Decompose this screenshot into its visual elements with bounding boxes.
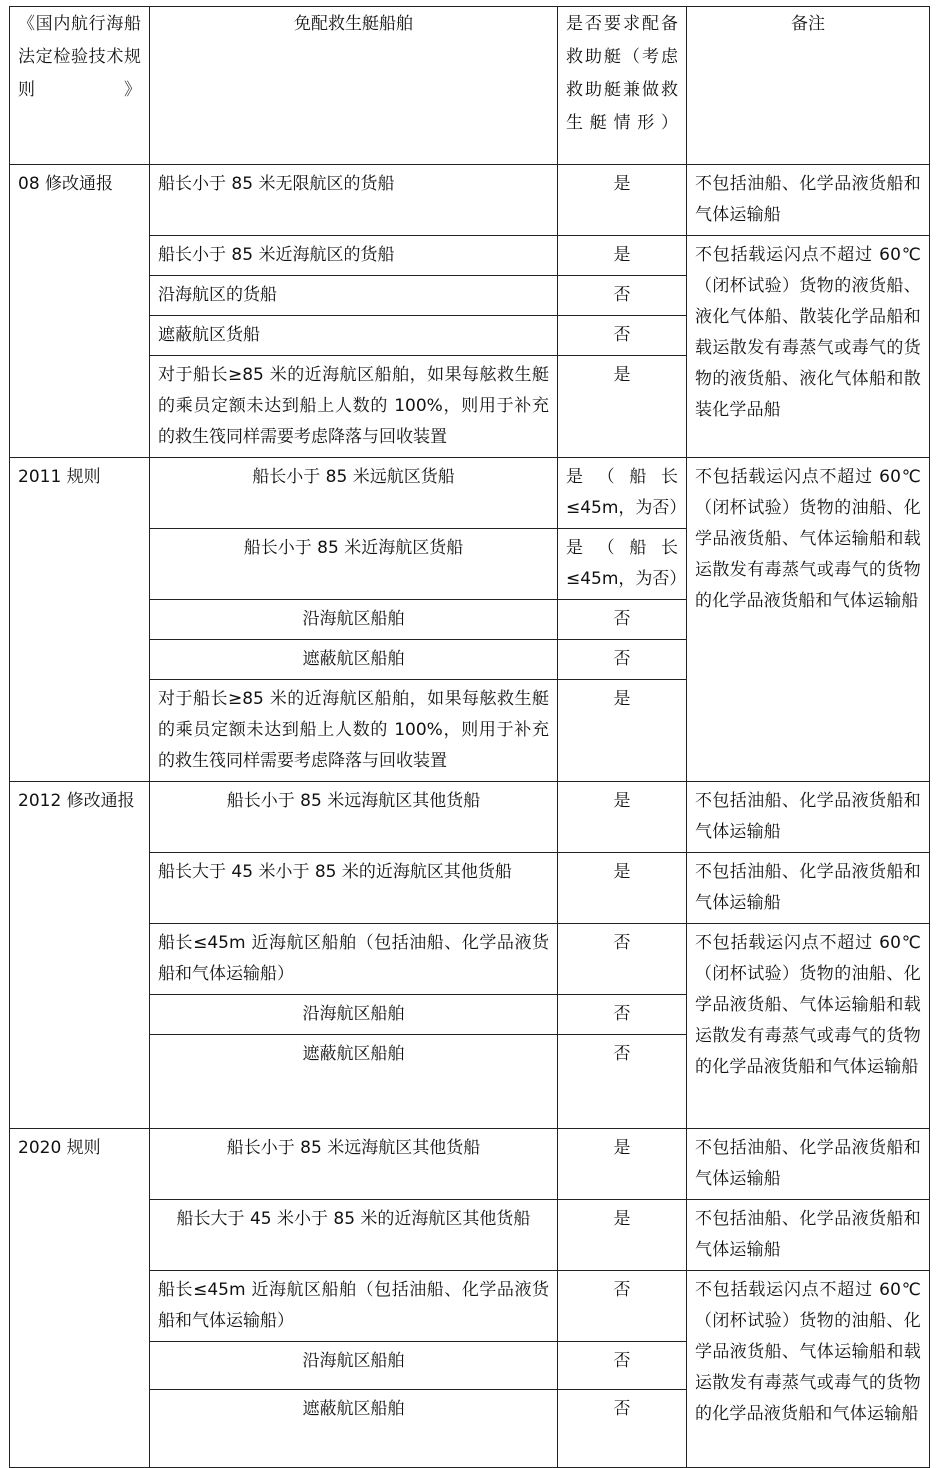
requirement-cell: 是 <box>558 1129 687 1200</box>
table-row <box>10 782 930 853</box>
ship-cell: 船长小于 85 米远航区货船 <box>150 458 558 529</box>
requirement-cell: 否 <box>558 640 687 680</box>
ship-cell: 船长≤45m 近海航区船舶（包括油船、化学品液货船和气体运输船） <box>150 924 558 995</box>
requirement-cell: 否 <box>558 924 687 995</box>
requirement-cell: 否 <box>558 1035 687 1129</box>
header-rescue-boat-required: 是否要求配备救助艇（考虑救助艇兼做救生艇情形） <box>558 7 687 165</box>
requirement-cell: 是 <box>558 236 687 276</box>
ship-cell: 遮蔽航区货船 <box>150 316 558 356</box>
ship-cell: 遮蔽航区船舶 <box>150 640 558 680</box>
requirement-cell: 否 <box>558 995 687 1035</box>
section-label: 2011 规则 <box>10 458 150 782</box>
header-remarks: 备注 <box>687 7 930 165</box>
ship-cell: 船长≤45m 近海航区船舶（包括油船、化学品液货船和气体运输船） <box>150 1271 558 1342</box>
regulation-table <box>9 6 930 1468</box>
ship-cell: 船长大于 45 米小于 85 米的近海航区其他货船 <box>150 1200 558 1271</box>
requirement-cell: 否 <box>558 600 687 640</box>
requirement-cell: 是 <box>558 680 687 782</box>
remark-cell: 不包括油船、化学品液货船和气体运输船 <box>687 853 930 924</box>
requirement-cell: 否 <box>558 1271 687 1342</box>
requirement-cell: 是（船长≤45m，为否） <box>558 529 687 600</box>
requirement-cell: 是 <box>558 853 687 924</box>
ship-cell: 对于船长≥85 米的近海航区船舶，如果每舷救生艇的乘员定额未达到船上人数的 100%，则用于补充的救生筏同样需要考虑降落与回收装置 <box>150 680 558 782</box>
table-row <box>10 458 930 529</box>
ship-cell: 船长大于 45 米小于 85 米的近海航区其他货船 <box>150 853 558 924</box>
requirement-cell: 否 <box>558 1342 687 1390</box>
ship-cell: 船长小于 85 米近海航区的货船 <box>150 236 558 276</box>
ship-cell: 沿海航区的货船 <box>150 276 558 316</box>
section-label: 08 修改通报 <box>10 165 150 458</box>
remark-cell: 不包括载运闪点不超过 60℃（闭杯试验）货物的油船、化学品液货船、气体运输船和载运散发有毒蒸气或毒气的货物的化学品液货船和气体运输船 <box>687 458 930 782</box>
ship-cell: 船长小于 85 米远海航区其他货船 <box>150 782 558 853</box>
requirement-cell: 否 <box>558 276 687 316</box>
remark-cell: 不包括油船、化学品液货船和气体运输船 <box>687 1129 930 1200</box>
table-row <box>10 165 930 236</box>
ship-cell: 沿海航区船舶 <box>150 995 558 1035</box>
ship-cell: 沿海航区船舶 <box>150 1342 558 1390</box>
header-regulation: 《国内航行海船法定检验技术规则》 <box>10 7 150 165</box>
ship-cell: 船长小于 85 米无限航区的货船 <box>150 165 558 236</box>
header-row <box>10 7 930 165</box>
requirement-cell: 是 <box>558 165 687 236</box>
requirement-cell: 是 <box>558 356 687 458</box>
remark-cell: 不包括油船、化学品液货船和气体运输船 <box>687 165 930 236</box>
remark-cell: 不包括油船、化学品液货船和气体运输船 <box>687 782 930 853</box>
remark-cell: 不包括载运闪点不超过 60℃（闭杯试验）货物的油船、化学品液货船、气体运输船和载运散发有毒蒸气或毒气的货物的化学品液货船和气体运输船 <box>687 924 930 1129</box>
section-label: 2020 规则 <box>10 1129 150 1468</box>
header-exempt-ships: 免配救生艇船舶 <box>150 7 558 165</box>
ship-cell: 船长小于 85 米近海航区货船 <box>150 529 558 600</box>
requirement-cell: 否 <box>558 316 687 356</box>
requirement-cell: 是 <box>558 782 687 853</box>
requirement-cell: 否 <box>558 1390 687 1468</box>
ship-cell: 沿海航区船舶 <box>150 600 558 640</box>
requirement-cell: 是 <box>558 1200 687 1271</box>
remark-cell: 不包括载运闪点不超过 60℃（闭杯试验）货物的液货船、液化气体船、散装化学品船和载运散发有毒蒸气或毒气的货物的液货船、液化气体船和散装化学品船 <box>687 236 930 458</box>
remark-cell: 不包括载运闪点不超过 60℃（闭杯试验）货物的油船、化学品液货船、气体运输船和载运散发有毒蒸气或毒气的货物的化学品液货船和气体运输船 <box>687 1271 930 1468</box>
requirement-cell: 是（船长≤45m，为否） <box>558 458 687 529</box>
ship-cell: 对于船长≥85 米的近海航区船舶，如果每舷救生艇的乘员定额未达到船上人数的 100%，则用于补充的救生筏同样需要考虑降落与回收装置 <box>150 356 558 458</box>
table-row <box>10 1129 930 1200</box>
ship-cell: 遮蔽航区船舶 <box>150 1390 558 1468</box>
ship-cell: 遮蔽航区船舶 <box>150 1035 558 1129</box>
remark-cell: 不包括油船、化学品液货船和气体运输船 <box>687 1200 930 1271</box>
ship-cell: 船长小于 85 米远海航区其他货船 <box>150 1129 558 1200</box>
section-label: 2012 修改通报 <box>10 782 150 1129</box>
